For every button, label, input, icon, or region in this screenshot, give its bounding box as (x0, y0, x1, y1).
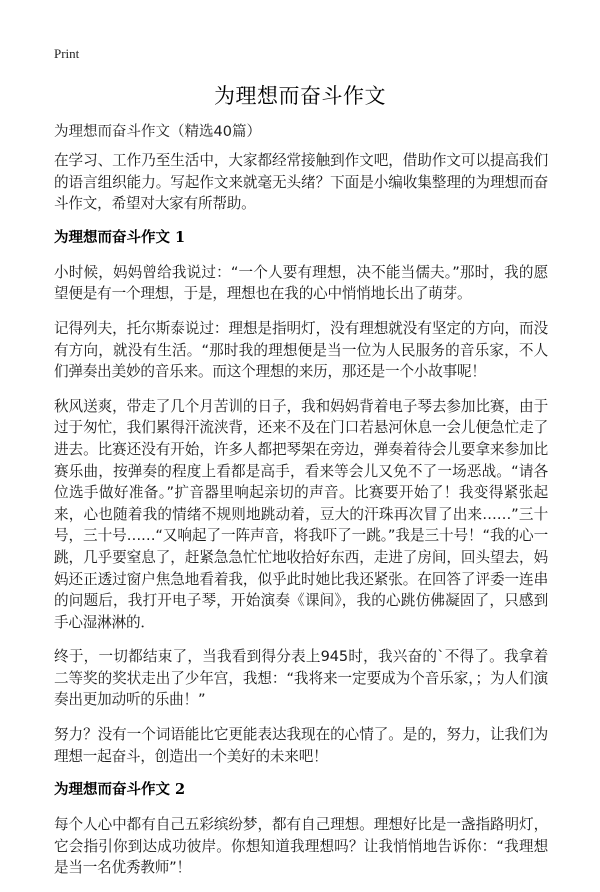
paragraph: 秋风送爽，带走了几个月苦训的日子，我和妈妈背着电子琴去参加比赛，由于过于匆忙，我们累得汗流浃背，还来不及在门口若悬河休息一会儿便急忙走了进去。比赛还没有开始，许多人都把琴架在旁边，弹奏着待会儿要拿来参加比赛乐曲，按弹奏的程度上看都是高手，看来等会儿又免不了一场恶战。“请各位选手做好准备。”扩音器里响起亲切的声音。比赛要开始了！我变得紧张起来，心也随着我的情绪不规则地跳动着，豆大的汗珠再次冒了出来……”三十号，三十号……“又响起了一阵声音，将我吓了一跳。”我是三十号！“我的心一跳，几乎要窒息了，赶紧急急忙忙地收拾好东西，走进了房间，回头望去，妈妈还正透过窗户焦急地看着我，似乎此时她比我还紧张。在回答了评委一连串的问题后，我打开电子琴，开始演奏《课间》，我的心跳仿佛凝固了，只感到手心湿淋淋的． (54, 397, 548, 631)
section-heading: 为理想而奋斗作文 2 (54, 781, 186, 799)
document-body (54, 150, 548, 892)
paragraph: 每个人心中都有自己五彩缤纷梦，都有自己理想。理想好比是一盏指路明灯，它会指引你到达成功彼岸。你想知道我理想吗？让我悄悄地告诉你：“我理想是当一名优秀教师”！ (54, 816, 548, 877)
section-heading: 为理想而奋斗作文 1 (54, 228, 186, 246)
paragraph: 终于，一切都结束了，当我看到得分表上945时，我兴奋的`不得了。我拿着二等奖的奖状走出了少年宫，我想：“我将来一定要成为个音乐家，；为人们演奏出更加动听的乐曲！” (54, 648, 548, 709)
intro-paragraph: 在学习、工作乃至生活中，大家都经常接触到作文吧，借助作文可以提高我们的语言组织能力。写起作文来就毫无头绪？下面是小编收集整理的为理想而奋斗作文，希望对大家有所帮助。 (54, 152, 548, 213)
paragraph: 努力？没有一个词语能比它更能表达我现在的心情了。是的，努力，让我们为理想一起奋斗，创造出一个美好的未来吧！ (54, 726, 548, 765)
document-subtitle: 为理想而奋斗作文（精选40篇） (54, 124, 261, 140)
print-link[interactable]: Print (54, 46, 80, 61)
paragraph: 小时候，妈妈曾给我说过：“一个人要有理想，决不能当儒夫。”那时，我的愿望便是有一个理想，于是，理想也在我的心中悄悄地长出了萌芽。 (54, 263, 548, 303)
paragraph: 记得列夫，托尔斯泰说过：理想是指明灯，没有理想就没有坚定的方向，而没有方向，就没有生活。“那时我的理想便是当一位为人民服务的音乐家，不人们弹奏出美妙的音乐来。而这个理想的来历，那还是一个小故事呢！ (54, 319, 548, 381)
document-title: 为理想而奋斗作文 (214, 84, 386, 108)
